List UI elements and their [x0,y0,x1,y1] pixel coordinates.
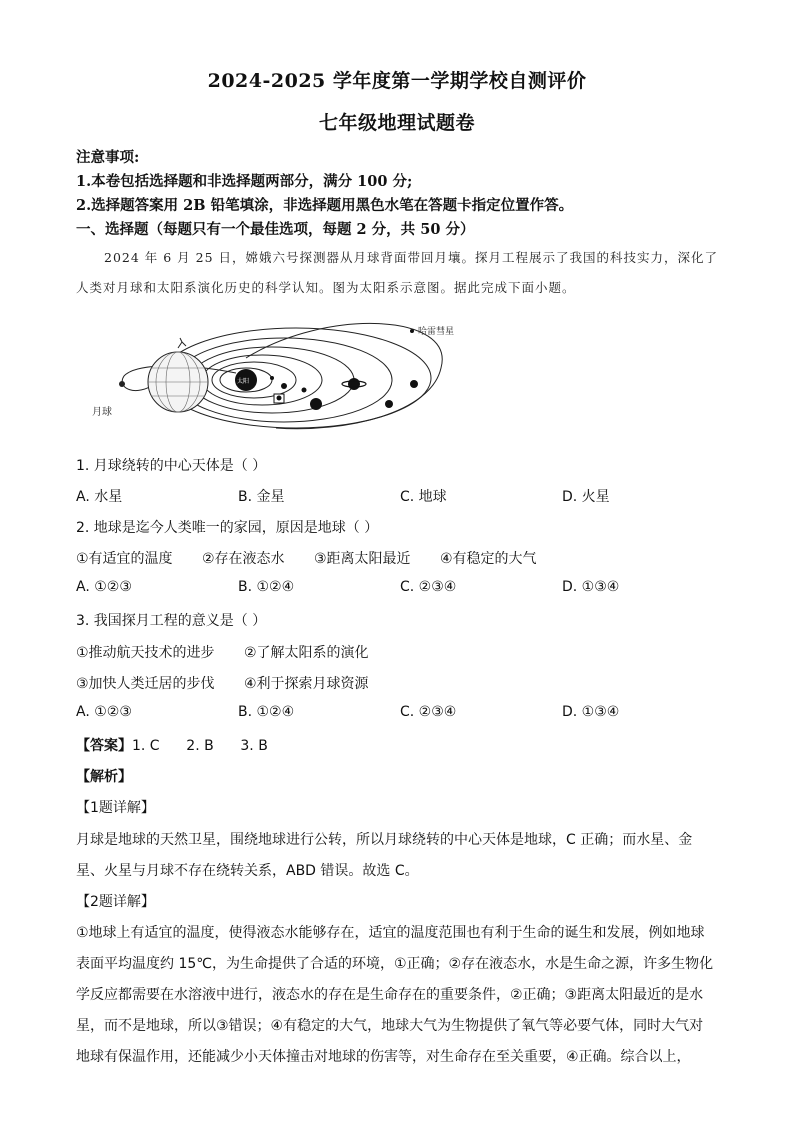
q3-option-c: C. ②③④ [400,704,457,720]
notes-heading: 注意事项: [76,149,140,166]
solar-system-diagram [92,318,516,436]
planet-mercury [270,376,274,380]
q2-analysis-line-4: 星，而不是地球，所以③错误；④有稳定的大气，地球大气为生物提供了氧气等必要气体，同时大气对 [76,1018,704,1034]
q3-statement-3: ③加快人类迁居的步伐 [76,676,215,692]
q2-option-d: D. ①③④ [562,579,620,595]
analysis-label: 【解析】 [76,769,132,785]
q2-analysis-line-2: 表面平均温度约 15℃，为生命提供了合适的环境，①正确；②存在液态水，水是生命之源，许多生物化 [76,956,714,972]
q2-option-a: A. ①②③ [76,579,132,595]
passage-line-1: 2024 年 6 月 25 日，嫦娥六号探测器从月球背面带回月壤。探月工程展示了我国的科技实力，深化了 [104,250,719,265]
note-item-1: 1.本卷包括选择题和非选择题两部分，满分 100 分; [76,173,413,190]
q3-statement-2: ②了解太阳系的演化 [244,645,369,661]
exam-title: 2024-2025 学年度第一学期学校自测评价 [207,70,587,92]
q3-option-b: B. ①②④ [238,704,295,720]
probe-icon [178,338,186,348]
q1-analysis-line-1: 月球是地球的天然卫星，围绕地球进行公转，所以月球绕转的中心天体是地球，C 正确；而水星、金 [76,832,693,848]
q3-statement-1: ①推动航天技术的进步 [76,645,215,661]
question-2-stem: 2. 地球是迄今人类唯一的家园，原因是地球（ ） [76,520,379,536]
answer-row [76,735,268,755]
planet-jupiter [310,398,322,410]
q3-option-a: A. ①②③ [76,704,132,720]
q2-statement-2: ②存在液态水 [202,551,285,567]
q1-option-a: A. 水星 [76,489,123,505]
section-heading: 一、选择题（每题只有一个最佳选项，每题 2 分，共 50 分） [76,221,475,238]
moon-label: 月球 [92,407,112,418]
q3-option-d: D. ①③④ [562,704,620,720]
q2-analysis-line-1: ①地球上有适宜的温度，使得液态水能够存在，适宜的温度范围也有利于生命的诞生和发展，例如地球 [76,925,705,941]
q2-statement-1: ①有适宜的温度 [76,551,173,567]
q1-option-d: D. 火星 [562,489,610,505]
passage-line-2: 人类对月球和太阳系演化历史的科学认知。图为太阳系示意图。据此完成下面小题。 [76,280,576,295]
planet-venus [281,383,287,389]
comet-label: 哈雷彗星 [418,327,455,337]
note-item-2: 2.选择题答案用 2B 铅笔填涂，非选择题用黑色水笔在答题卡指定位置作答。 [76,197,574,214]
q2-option-c: C. ②③④ [400,579,457,595]
exam-subtitle: 七年级地理试题卷 [318,112,475,134]
sun-label: 太阳 [237,378,250,385]
q3-statement-4: ④利于探索月球资源 [244,676,369,692]
planet-earth [277,396,282,401]
question-3-stem: 3. 我国探月工程的意义是（ ） [76,613,267,629]
planet-neptune [410,380,418,388]
q2-analysis-line-3: 学反应都需要在水溶液中进行，液态水的存在是生命存在的重要条件，②正确；③距离太阳最近的是水 [76,987,704,1003]
q2-option-b: B. ①②④ [238,579,295,595]
moon-dot [119,381,125,387]
q1-analysis-heading: 【1题详解】 [76,800,155,816]
comet [410,329,414,333]
answer-values: 1. C 2. B 3. B [132,738,268,754]
q2-statement-3: ③距离太阳最近 [314,551,411,567]
q1-analysis-line-2: 星、火星与月球不存在绕转关系，ABD 错误。故选 C。 [76,863,419,879]
planet-saturn [348,378,360,390]
q1-option-b: B. 金星 [238,489,285,505]
question-1-stem: 1. 月球绕转的中心天体是（ ） [76,458,267,474]
q1-option-c: C. 地球 [400,489,447,505]
planet-mars [302,388,307,393]
planet-uranus [385,400,393,408]
q2-statement-4: ④有稳定的大气 [440,551,537,567]
q2-analysis-heading: 【2题详解】 [76,894,155,910]
answer-label: 【答案】 [76,738,132,754]
q2-analysis-line-5: 地球有保温作用，还能减少小天体撞击对地球的伤害等，对生命存在至关重要，④正确。综合以上， [76,1049,691,1065]
